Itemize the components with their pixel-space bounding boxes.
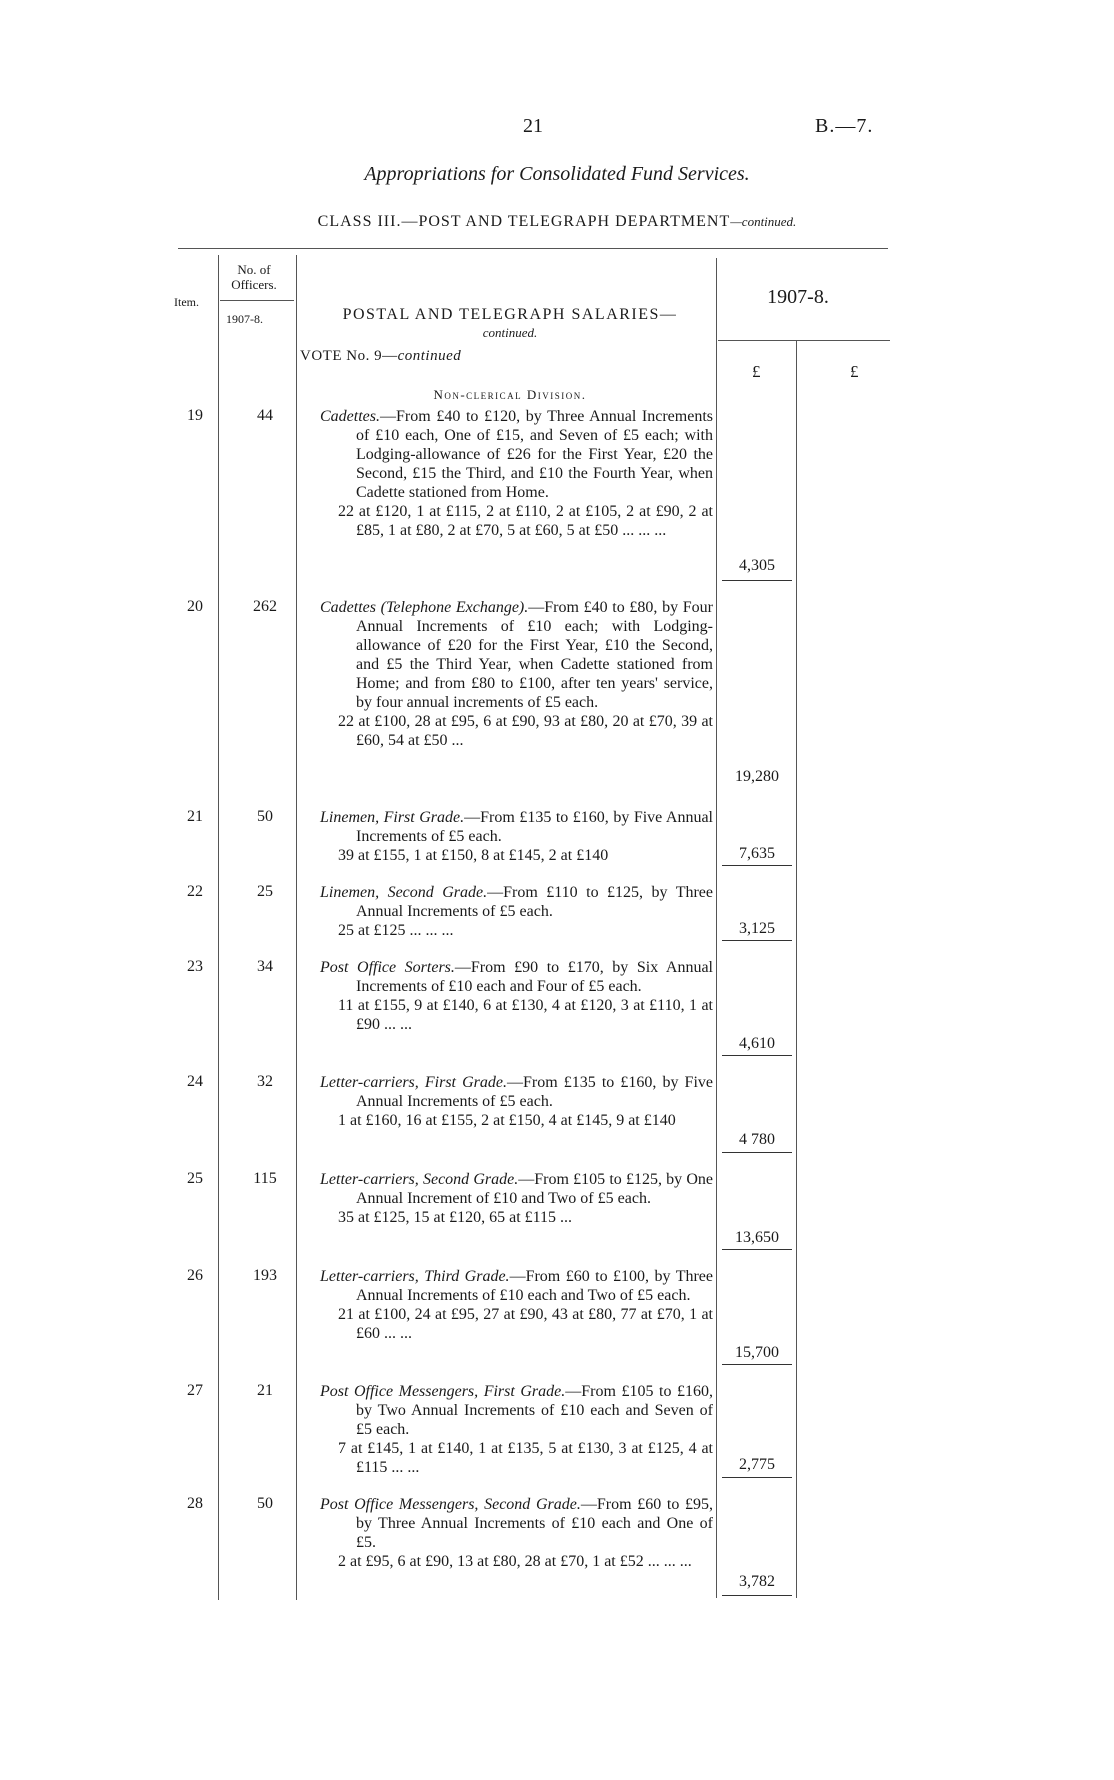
section-title: [305, 306, 715, 342]
row-amount: 13,650: [735, 1229, 779, 1246]
position-text: —From £135 to £160, by Five Annual Increments of £5 each.: [356, 1074, 713, 1110]
position-name: Linemen, First Grade.: [320, 809, 465, 826]
vote-label: [300, 348, 461, 365]
position-terms: [320, 407, 713, 502]
vote-label-text: VOTE No. 9—: [300, 348, 398, 364]
item-number: 27: [187, 1382, 203, 1399]
officer-count: 115: [253, 1170, 277, 1187]
item-number: 28: [187, 1495, 203, 1512]
position-terms: [320, 1382, 713, 1439]
position-text: —From £105 to £125, by One Annual Increment of £10 and Two of £5 each.: [356, 1171, 713, 1207]
row-amount: 4,610: [739, 1035, 775, 1052]
row-amount: 4,305: [739, 557, 775, 574]
item-number: 23: [187, 958, 203, 975]
row-amount: 3,125: [739, 920, 775, 937]
row-amount: 19,280: [735, 768, 779, 785]
division-heading: Non-clerical Division.: [433, 387, 587, 402]
class-heading-text: CLASS III.—POST AND TELEGRAPH DEPARTMENT: [317, 213, 731, 230]
class-heading: [0, 213, 1114, 231]
position-terms: [320, 883, 713, 921]
position-description: [320, 1073, 713, 1130]
position-text: —From £105 to £160, by Two Annual Increments of £10 each and Seven of £5 each.: [356, 1383, 713, 1438]
class-heading-continued: —continued.: [730, 214, 797, 229]
column-rule-description: [716, 258, 717, 1598]
amount-rule: [722, 580, 792, 581]
amount-rule: [722, 940, 792, 941]
position-text: —From £60 to £95, by Three Annual Increments of £10 each and One of £5.: [356, 1496, 713, 1551]
salary-breakdown: 22 at £100, 28 at £95, 6 at £90, 93 at £80, 20 at £70, 39 at £60, 54 at £50 ...: [338, 713, 713, 749]
row-amount: 15,700: [735, 1344, 779, 1361]
item-column-header: Item.: [174, 295, 199, 309]
officer-count: 262: [253, 598, 277, 615]
page-number: 21: [523, 115, 543, 137]
column-rule-officers: [296, 255, 297, 1600]
position-terms: [320, 598, 713, 712]
document-reference: B.—7.: [815, 115, 874, 137]
position-name: Letter-carriers, Third Grade.: [320, 1268, 510, 1285]
officer-count: 44: [257, 407, 273, 424]
item-number: 24: [187, 1073, 203, 1090]
amount-rule: [722, 1364, 792, 1365]
section-title-text: POSTAL AND TELEGRAPH SALARIES—: [342, 306, 678, 323]
item-number: 26: [187, 1267, 203, 1284]
amount-rule: [722, 1152, 792, 1153]
officers-column-header: No. of Officers.: [231, 262, 277, 292]
position-terms: [320, 1073, 713, 1111]
position-description: [320, 1382, 713, 1477]
year-column-header: 1907-8.: [767, 286, 829, 308]
position-name: Letter-carriers, Second Grade.: [320, 1171, 519, 1188]
position-text: —From £90 to £170, by Six Annual Increments of £10 each and Four of £5 each.: [356, 959, 713, 995]
item-number: 25: [187, 1170, 203, 1187]
item-number: 22: [187, 883, 203, 900]
position-name: Cadettes.: [320, 408, 380, 425]
item-number: 20: [187, 598, 203, 615]
item-number: 21: [187, 808, 203, 825]
amount-rule: [722, 1595, 792, 1596]
position-name: Post Office Messengers, First Grade.: [320, 1383, 566, 1400]
position-name: Post Office Messengers, Second Grade.: [320, 1496, 581, 1513]
position-text: —From £110 to £125, by Three Annual Increments of £5 each.: [356, 884, 713, 920]
position-terms: [320, 958, 713, 996]
amount-rule: [722, 1055, 792, 1056]
salary-breakdown: 7 at £145, 1 at £140, 1 at £135, 5 at £130, 3 at £125, 4 at £115 ... ...: [338, 1440, 713, 1476]
salary-breakdown: 25 at £125 ... ... ...: [338, 922, 454, 939]
currency-symbol-amounts: £: [752, 362, 761, 381]
position-terms: [320, 1495, 713, 1552]
column-rule-amount: [796, 340, 797, 1598]
salary-breakdown: 2 at £95, 6 at £90, 13 at £80, 28 at £70, 1 at £52 ... ... ...: [338, 1553, 692, 1570]
salary-breakdown: 22 at £120, 1 at £115, 2 at £110, 2 at £105, 2 at £90, 2 at £85, 1 at £80, 2 at £70, 5 at £60, 5 at £50 ... ... ...: [338, 503, 713, 539]
currency-symbol-totals: £: [850, 362, 859, 381]
position-name: Linemen, Second Grade.: [320, 884, 488, 901]
position-name: Letter-carriers, First Grade.: [320, 1074, 507, 1091]
position-text: —From £60 to £100, by Three Annual Increments of £10 each and Two of £5 each.: [356, 1268, 713, 1304]
page-title: Appropriations for Consolidated Fund Services.: [364, 163, 750, 185]
position-name: Post Office Sorters.: [320, 959, 455, 976]
officer-count: 34: [257, 958, 273, 975]
item-number: 19: [187, 407, 203, 424]
salary-breakdown: 35 at £125, 15 at £120, 65 at £115 ...: [338, 1209, 573, 1226]
position-description: [320, 958, 713, 1034]
salary-breakdown: 21 at £100, 24 at £95, 27 at £90, 43 at £80, 77 at £70, 1 at £60 ... ...: [338, 1306, 713, 1342]
position-terms: [320, 1170, 713, 1208]
position-description: [320, 407, 713, 540]
position-terms: [320, 1267, 713, 1305]
salary-breakdown: 11 at £155, 9 at £140, 6 at £130, 4 at £120, 3 at £110, 1 at £90 ... ...: [338, 997, 713, 1033]
officer-count: 50: [257, 1495, 273, 1512]
amount-rule: [722, 1249, 792, 1250]
position-description: [320, 1170, 713, 1227]
position-description: [320, 1495, 713, 1571]
amount-rule: [722, 1477, 792, 1478]
position-description: [320, 808, 713, 865]
position-description: [320, 883, 713, 940]
salary-breakdown: 1 at £160, 16 at £155, 2 at £150, 4 at £145, 9 at £140: [338, 1112, 676, 1129]
officer-count: 25: [257, 883, 273, 900]
position-terms: [320, 808, 713, 846]
vote-label-continued: continued: [397, 348, 462, 364]
officers-subheader-rule: [220, 300, 294, 301]
section-title-continued: continued.: [482, 325, 538, 340]
officer-count: 193: [253, 1267, 277, 1284]
position-text: —From £40 to £80, by Four Annual Increments of £10 each; with Lodging-allowance of £20 for the First Year, £10 the Second, and £5 the Third Year, when Cadette stationed from Home; and from £80 to £100, after ten years' service, by four annual increments of £5 each.: [356, 599, 714, 711]
year-header-rule: [718, 340, 890, 341]
amount-rule: [722, 865, 792, 866]
row-amount: 7,635: [739, 845, 775, 862]
officer-count: 21: [257, 1382, 273, 1399]
position-text: —From £40 to £120, by Three Annual Increments of £10 each, One of £15, and Seven of £5 each; with Lodging-allowance of £26 for the First Year, £20 the Second, £15 the Third, and £10 the Fourth Year, when Cadette stationed from Home.: [356, 408, 713, 501]
table-top-rule: [178, 248, 888, 249]
officer-count: 32: [257, 1073, 273, 1090]
row-amount: 3,782: [739, 1573, 775, 1590]
row-amount: 2,775: [739, 1456, 775, 1473]
position-description: [320, 1267, 713, 1343]
row-amount: 4 780: [739, 1131, 775, 1148]
position-name: Cadettes (Telephone Exchange).: [320, 599, 529, 616]
salary-breakdown: 39 at £155, 1 at £150, 8 at £145, 2 at £140: [338, 847, 609, 864]
officers-year-header: 1907-8.: [226, 312, 263, 326]
position-description: [320, 598, 713, 750]
officer-count: 50: [257, 808, 273, 825]
position-text: —From £135 to £160, by Five Annual Increments of £5 each.: [356, 809, 714, 845]
